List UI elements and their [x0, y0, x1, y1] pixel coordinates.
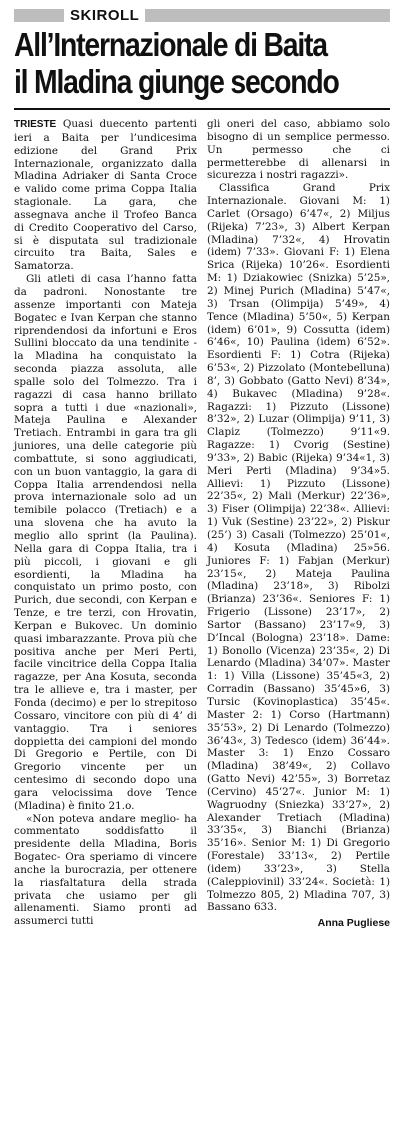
section-rubric: [14, 6, 390, 24]
headline-line-2: il Mladina giunge secondo: [14, 63, 339, 100]
dateline: TRIESTE: [14, 119, 57, 130]
rubric-bar-left: [14, 9, 64, 22]
article-column-left: [14, 118, 197, 930]
author-signature: Anna Pugliese: [317, 917, 390, 930]
section-label: SKIROLL: [70, 6, 140, 24]
paragraph-text: Quasi duecento partenti ieri a Baita per l’undicesima edizione del Grand Prix Internazionale, organizzato dalla Mladina Adriaker di Santa Croce e valido come prima Coppa Italia stagionale. La gara, che assegnava anche il Trofeo Banca di Credito Cooperativo del Carso, si è disputata sul tradizionale circuito tra Baita, Sales e Samatorza.: [14, 118, 197, 273]
paragraph: «Non poteva andare meglio- ha commentato soddisfatto il presidente della Mladina, Boris Bogatec- Ora speriamo di vincere anche la burocrazia, per ottenere la riasfaltatura della strada privata che usiamo per gli allenamenti. Siamo pronti ad assumerci tutti: [14, 812, 197, 928]
headline-rule: [14, 108, 390, 110]
headline-line-1: All’Internazionale di Baita: [14, 26, 327, 63]
article-body: [14, 118, 390, 930]
paragraph: Gli atleti di casa l’hanno fatta da padroni. Nonostante tre assenze importanti con Mateja Bogatec e Ivan Kerpan che stanno riprendendosi da infortuni e Eros Sullini bloccato da una tendinite - la Mladina ha conquistato la seconda piazza assoluta, alle spalle solo del Tolmezzo. Tra i ragazzi di casa hanno brillato sopra a tutti i due «nazionali», Mateja Paulina e Alexander Tretiach. Entrambi in gara tra gli juniores, una delle categorie più combattute, si sono aggiudicati, con un buon vantaggio, la gara di Coppa Italia arrendendosi nella prova internazionale solo ad un temibile polacco (Tretiach) e a una slovena che ha avuto la meglio allo sprint (la Paulina). Nella gara di Coppa Italia, tra i più piccoli, i giovani e gli esordienti, la Mladina ha conquistato un primo posto, con Purich, due secondi, con Kerpan e Tenze, e tre terzi, con Hrovatin, Kerpan e Bukovec. Un dominio quasi imbarazzante. Prova più che positiva anche per Meri Perti, facile vincitrice della Coppa Italia ragazze, per Ana Kosuta, seconda tra le allieve e, tra i master, per Fonda (decimo) e per lo strepitoso Cossaro, vincitore con più di 4’ di vantaggio. Tra i seniores doppietta dei campioni del mondo Di Gregorio e Pertile, con Di Gregorio vincente per un centesimo di secondo dopo una gara velocissima dove Tence (Mladina) è finito 21.o.: [14, 273, 197, 812]
article-column-right: [207, 118, 390, 930]
results-paragraph: Classifica Grand Prix Internazionale. Giovani M: 1) Carlet (Orsago) 6’47«, 2) Miljus (Rijeka) 7’23», 3) Albert Kerpan (Mladina) 7’32«, 4) Hrovatin (idem) 7’33». Giovani F: 1) Elena Srica (Rijeka) 10’26«. Esordienti M: 1) Dziakowiec (Snizka) 5’25», 2) Minej Purich (Mladina) 5’47«, 3) Trsan (Olimpija) 5’49», 4) Tence (Mladina) 5’50«, 5) Kerpan (idem) 6’01», 9) Cossutta (idem) 6’46«, 10) Paulina (idem) 6’52». Esordienti F: 1) Cotra (Rijeka) 6’53«, 2) Pizzolato (Montebelluna) 8’, 3) Gobbato (Gatto Nevi) 8’34», 4) Bukavec (Mladina) 9’28«. Ragazzi: 1) Pizzuto (Lissone) 8’32», 2) Luzar (Olimpija) 9’11, 3) Clapiz (Tolmezzo) 9’11«9. Ragazze: 1) Cvorig (Sestine) 9’33», 2) Babic (Rijeka) 9’34«1, 3) Meri Perti (Mladina) 9’34»5. Allievi: 1) Pizzuto (Lissone) 22’35«, 2) Mali (Merkur) 22’36», 3) Fiser (Olimpija) 22’38«. Allievi: 1) Vuk (Sestine) 23’22», 2) Piskur (25’) 3) Casali (Tolmezzo) 25’01«, 4) Kosuta (Mladina) 25»56. Juniores F: 1) Fabjan (Merkur) 23’15«, 2) Mateja Paulina (Mladina) 23’18», 3) Ribolzi (Brianza) 23’36«. Seniores F: 1) Frigerio (Lissone) 23’17», 2) Sartor (Bassano) 23’17«9, 3) D’Incal (Bologna) 23’18». Dame: 1) Bonollo (Vicenza) 23’35«, 2) Di Lenardo (Mladina) 34’07». Master 1: 1) Villa (Lissone) 35’45«3, 2) Corradin (Bassano) 35’45»6, 3) Tursic (Kovinoplastica) 35’45«. Master 2: 1) Corso (Hartmann) 35’53», 2) Di Lenardo (Tolmezzo) 36’43«, 3) Tedesco (idem) 36’44». Master 3: 1) Enzo Cossaro (Mladina) 38’49«, 2) Collavo (Gatto Nevi) 42’55», 3) Borretaz (Cervino) 45’27«. Junior M: 1) Wagruodny (Sniezka) 33’27», 2) Alexander Tretiach (Mladina) 33’35«, 3) Bianchi (Brianza) 35’16». Senior M: 1) Di Gregorio (Forestale) 33’13«, 2) Pertile (idem) 33’23», 3) Stella (Caleppiovinil) 33’24«. Società: 1) Tolmezzo 805, 2) Mladina 707, 3) Bassano 633.: [207, 182, 390, 914]
headline: [14, 26, 392, 100]
paragraph: [14, 118, 197, 273]
paragraph: gli oneri del caso, abbiamo solo bisogno di un semplice permesso. Un permesso che ci permetterebbe di allenarsi in sicurezza i nostri ragazzi».: [207, 118, 390, 182]
rubric-bar-right: [145, 9, 390, 22]
